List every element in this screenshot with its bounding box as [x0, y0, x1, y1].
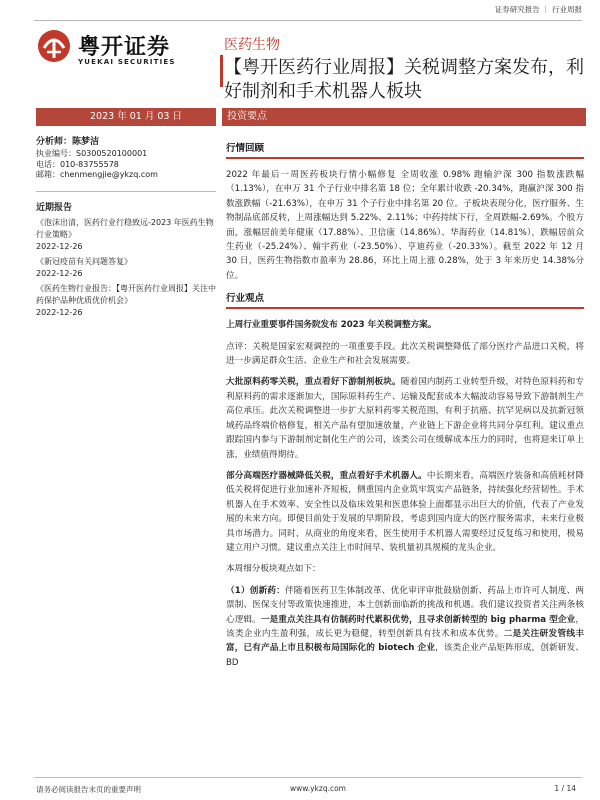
sidebar-divider: [36, 191, 216, 192]
recent-report-date: 2022-12-26: [36, 307, 83, 317]
analyst-license: 执业编号：S0300520100001: [36, 149, 148, 158]
recent-report-title[interactable]: 《新冠疫苗有关问题答复》: [36, 256, 132, 266]
company-logo: [36, 26, 216, 70]
device-text: 中长期来看，高端医疗装备和高值耗材降低关税将促进行业加速补齐短板，侧重国内企业筑牢筑实产品链条，持续强化经营韧性。手术机器人在手术效率、安全性以及临床效果和医患体验上面都显示出巨大的价值，代表了产业发展的未来方向。即便目前处于发展的早期阶段，考虑到国内庞大的医疗服务需求，未来行业极具市场潜力。同时，从商业的角度来看，医生使用手术机器人需要经过反复练习和使用，极易建立用户习惯。建议重点关注上市时间早、装机量初具规模的龙头企业。: [226, 470, 584, 553]
brand-name-en: YUEKAI SECURITIES: [78, 58, 176, 66]
device-lead: 部分高端医疗器械降低关税，重点看好手术机器人。: [226, 470, 427, 481]
industry-view-heading: 行业观点: [226, 290, 584, 309]
api-paragraph: [226, 375, 584, 461]
header-divider: [34, 20, 582, 21]
api-lead: 大批原料药零关税，重点看好下游制剂板块。: [226, 377, 401, 388]
recent-reports-heading: 近期报告: [36, 202, 73, 213]
analyst-phone: 电话：010-83755578: [36, 159, 119, 169]
main-content: [226, 140, 584, 670]
weekly-event: 上周行业重要事件国务院发布 2023 年关税调整方案。: [226, 320, 437, 331]
innovative-drug-text-b: ，该类企业内生盈利强，成长更为稳健，转型创新具有技术和成本优势。: [226, 614, 584, 639]
recent-report-title[interactable]: 《泡沫出清，医药行业行稳致远-2023 年医药生物行业策略》: [36, 217, 214, 239]
recent-report-date: 2022-12-26: [36, 268, 83, 278]
api-text: 随着国内制药工业转型升级，对特色原料药和专利原料药的需求逐渐加大，国际原料药生产、运输及配套成本大幅波动容易导致下游制剂生产高位承压。此次关税调整进一步扩大原料药零关税范围，有利于抗癌、抗罕见病以及抗新冠领域药品终端价格修复，相关产品有望加速放量，产业链上下游企业将共同分享红利。建议重点跟踪国内参与下游制剂定制化生产的公司，该类公司在缓解成本压力的同时，也将迎来订单上涨，业绩值得期待。: [226, 377, 584, 460]
industry-section-label: 医药生物: [224, 37, 280, 53]
market-review-heading: 行情回顾: [226, 140, 584, 159]
title-accent-bar: [220, 55, 223, 87]
recent-report-title[interactable]: 《医药生物行业报告：【粤开医药行业周报】关注中药保护品种优质优价机会》: [36, 283, 216, 305]
key-points-bar: 投资要点: [222, 108, 586, 126]
innovative-drug-bold-b: 二是关注研发管线丰富，已有产品上市且积极布局国际化的 biotech 企业: [226, 628, 584, 654]
innovative-drug-text-a: 伴随着医药卫生体制改革、优化审评审批鼓励创新、药品上市许可人制度、两票制、医保支付等政策快速推进，本土创新面临新的挑战和机遇。我们建议投资者关注两条核心逻辑。: [226, 585, 584, 625]
analyst-email: 邮箱：chenmengjie@ykzq.com: [36, 170, 158, 179]
innovative-drug-bold-a: 一是重点关注具有仿制药时代累积优势，且寻求创新转型的 big pharma 型企业: [260, 614, 576, 625]
yuekai-logo-icon: [36, 28, 72, 64]
device-paragraph: [226, 469, 584, 555]
footer-disclaimer: 请务必阅读报告末页的重要声明: [36, 785, 141, 794]
sidebar: [36, 134, 216, 322]
innovative-drug-text-c: ，该类企业产品矩阵形成，创新研发、BD: [226, 643, 584, 668]
market-review-text: 2022 年最后一周医药板块行情小幅修复 全周收涨 0.98% 跑输沪深 300 指数涨跌幅（1.13%），在申万 31 个子行业中排名第 18 位；全年累计收跌 -20.34%，跑赢沪深 300 指数涨跌幅（-21.63%），在申万 31 个子行业中排名第 20 位。子板块表现分化，医疗服务、生物制品底部反转，上周涨幅达到 5.22%、2.11%；中药持续下行，全周跌幅-2.69%。个股方面，涨幅居前美年健康（17.88%）、卫信康（14.86%）、华海药业（14.81%），跌幅居前众生药业（-25.24%）、翰宇药业（-23.50%）、亨迪药业（-20.33%）。截至 2022 年 12 月 30 日，医药生物指数市盈率为 28.86，环比上周上涨 0.28%，处于 3 年来历史 14.38%分位。: [226, 170, 584, 281]
recent-report-date: 2022-12-26: [36, 241, 83, 251]
report-type-tags: 证券研究报告 ｜ 行业周报: [494, 5, 582, 14]
report-title: 【粤开医药行业周报】关税调整方案发布，利好制剂和手术机器人板块: [224, 57, 584, 102]
report-date: 2023 年 01 月 03 日: [36, 108, 216, 126]
innovative-drug-paragraph: [226, 584, 584, 670]
footer-divider: [34, 777, 582, 778]
innovative-drug-label: （1）创新药：: [226, 585, 285, 596]
analyst-name: 分析师：陈梦洁: [36, 137, 100, 147]
brand-name-cn: 粤开证券: [78, 35, 171, 60]
footer-website[interactable]: www.ykzq.com: [290, 784, 346, 793]
event-comment: 点评：关税是国家宏观调控的一项重要手段。此次关税调整降低了部分医疗产品进口关税，将进一步满足群众生活、企业生产和社会发展需要。: [226, 341, 584, 367]
page-number: 1 / 14: [554, 784, 576, 793]
subsector-intro: 本周细分板块观点如下：: [226, 564, 321, 575]
